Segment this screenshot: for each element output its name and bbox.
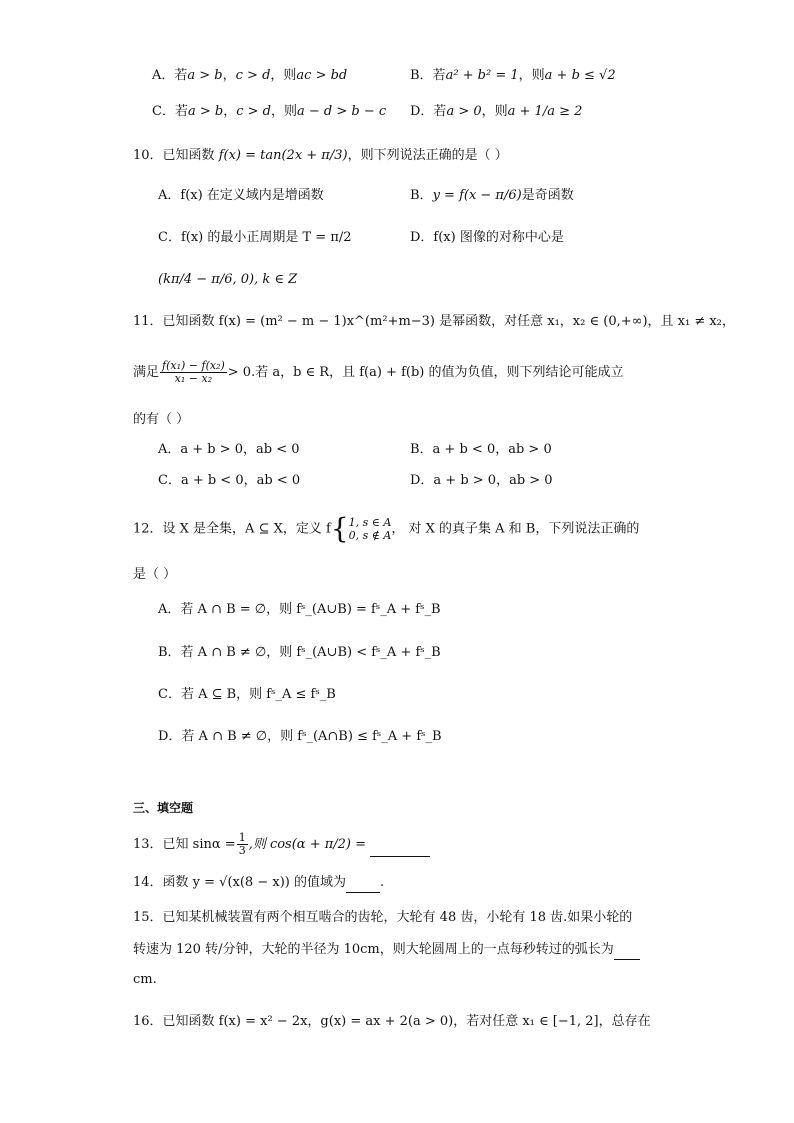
- q12-option-a: A．若 A ∩ B = ∅，则 fˢ_(A∪B) = fˢ_A + fˢ_B: [158, 602, 441, 617]
- q11-option-a: A．a + b > 0，ab < 0: [158, 442, 300, 457]
- q10-option-a: A．f(x) 在定义域内是增函数: [158, 188, 324, 203]
- q13-fraction: $\frac{1}{3}$: [238, 831, 246, 857]
- q12-cases: 1, s ∈ A 0, s ∉ A: [348, 516, 392, 542]
- q12-option-d: D．若 A ∩ B ≠ ∅，则 fˢ_(A∩B) ≤ fˢ_A + fˢ_B: [158, 729, 442, 744]
- q11-stem-line3: 的有（ ）: [133, 412, 190, 427]
- q10-option-d-cont: (kπ/4 − π/6, 0), k ∈ Z: [158, 272, 298, 287]
- q14-answer-blank[interactable]: [346, 892, 380, 893]
- q11-stem-line2: 满足 $\frac{\text{f(x₁) − f(x₂)}}{\text{x₁ − x₂}}$ > 0.若 a，b ∈ R，且 f(a) + f(b) 的值为负值，则下列结论可能成立: [133, 359, 624, 385]
- q15-answer-blank[interactable]: [614, 959, 640, 960]
- q9-option-a: A．若a > b，c > d，则ac > bd: [152, 68, 348, 83]
- q10-option-c: C．f(x) 的最小正周期是 T = π/2: [158, 230, 352, 245]
- q11-option-b: B．a + b < 0，ab > 0: [410, 442, 552, 457]
- q10-stem: 10．已知函数 f(x) = tan(2x + π/3)，则下列说法正确的是（ ）: [133, 148, 508, 163]
- q10-option-d: D．f(x) 图像的对称中心是: [410, 230, 564, 245]
- section-heading: 三、填空题: [133, 801, 194, 815]
- q15-line3: cm.: [133, 972, 157, 987]
- q9-option-b: B．若a² + b² = 1，则a + b ≤ √2: [410, 68, 616, 83]
- q13-answer-blank[interactable]: [370, 856, 430, 857]
- q12-stem-line2: 是（ ）: [133, 567, 177, 582]
- q15-line1: 15．已知某机械装置有两个相互啮合的齿轮，大轮有 48 齿，小轮有 18 齿.如果小轮的: [133, 910, 633, 925]
- q11-stem-line1: 11．已知函数 f(x) = (m² − m − 1)x^(m²+m−3) 是幂函数，对任意 x₁，x₂ ∈ (0,+∞)，且 x₁ ≠ x₂，: [133, 314, 735, 329]
- q11-fraction: $\frac{\text{f(x₁) − f(x₂)}}{\text{x₁ − x₂}}$: [162, 359, 225, 385]
- q14: 14．函数 y = √(x(8 − x)) 的值域为 .: [133, 873, 384, 893]
- q12-stem-line1: 12．设 X 是全集，A ⊆ X，定义 f{ 1, s ∈ A 0, s ∉ A ， 对 X 的真子集 A 和 B，下列说法正确的: [133, 512, 640, 545]
- q11-option-c: C．a + b < 0，ab < 0: [158, 473, 301, 488]
- q16-line1: 16．已知函数 f(x) = x² − 2x，g(x) = ax + 2(a > 0)，若对任意 x₁ ∈ [−1, 2]，总存在: [133, 1014, 651, 1029]
- q10-option-b: B．y = f(x − π/6)是奇函数: [410, 188, 574, 203]
- q15-line2: 转速为 120 转/分钟，大轮的半径为 10cm，则大轮圆周上的一点每秒转过的弧长为: [133, 940, 640, 960]
- q9-option-d: D．若a > 0，则a + 1/a ≥ 2: [410, 104, 583, 119]
- q13: 13．已知 sinα = $\frac{1}{3}$ ,则 cos(α + π/2) =: [133, 832, 430, 857]
- q9-option-c: C．若a > b，c > d，则a − d > b − c: [152, 104, 387, 119]
- q11-option-d: D．a + b > 0，ab > 0: [410, 473, 553, 488]
- q12-option-b: B．若 A ∩ B ≠ ∅，则 fˢ_(A∪B) < fˢ_A + fˢ_B: [158, 645, 441, 660]
- q12-option-c: C．若 A ⊆ B，则 fˢ_A ≤ fˢ_B: [158, 687, 336, 702]
